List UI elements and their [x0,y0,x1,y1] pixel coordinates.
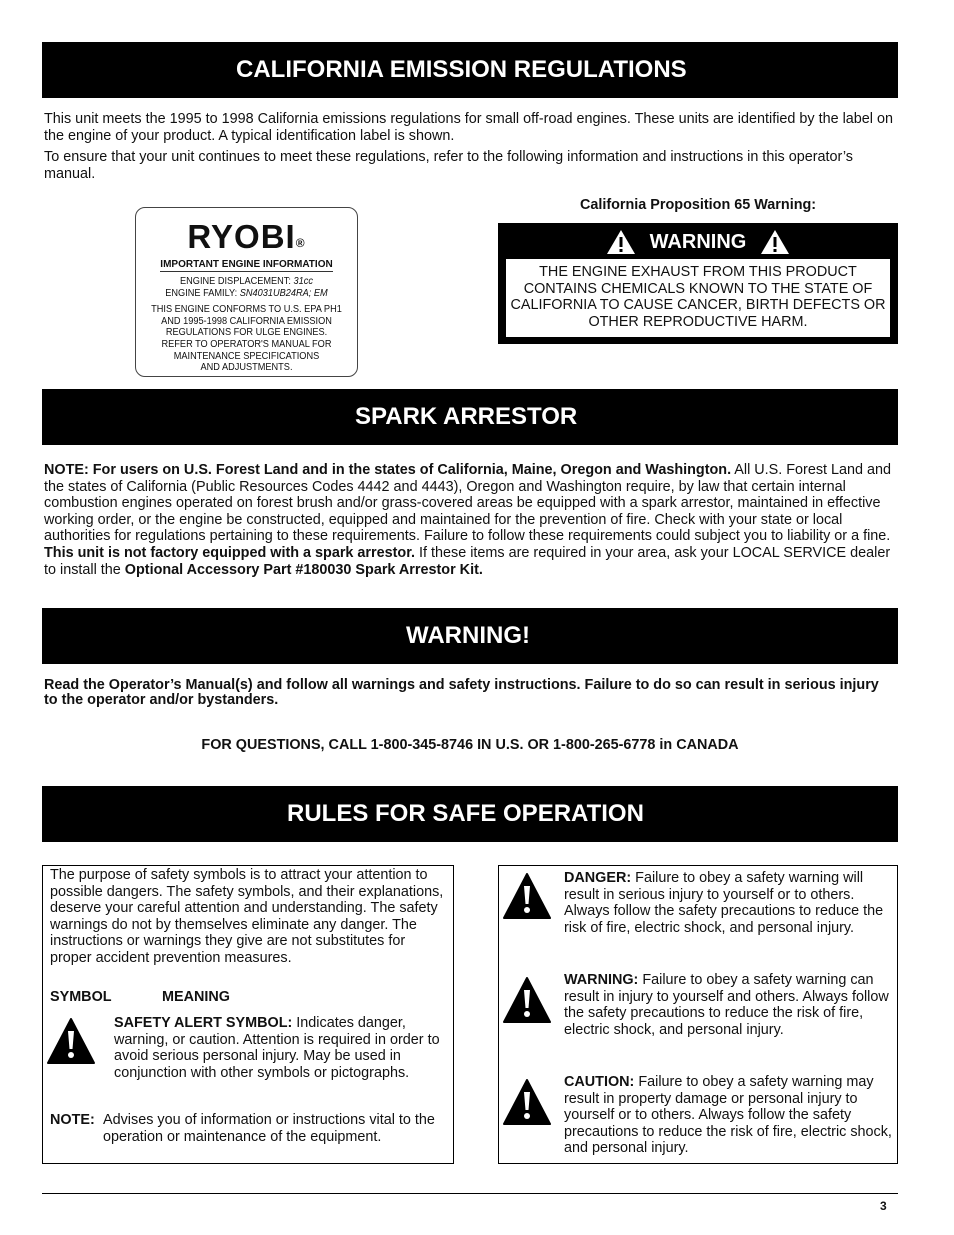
label-family: ENGINE FAMILY: SN4031UB24RA; EM [165,287,328,299]
phone-line: FOR QUESTIONS, CALL 1-800-345-8746 IN U.S. OR 1-800-265-6778 in CANADA [201,737,739,753]
warning-alert-icon [502,976,552,1024]
prop65-warning-box [498,223,898,344]
danger-alert-icon [502,872,552,920]
warning-text: Read the Operator’s Manual(s) and follow all warnings and safety instructions. Failure to do so can result in serious injury to the operator and/or bystanders. [44,677,879,708]
note-label: NOTE: [50,1112,95,1128]
rules-banner [42,786,898,842]
warning-banner [42,608,898,664]
label-line: REGULATIONS FOR ULGE ENGINES. [165,327,328,339]
ryobi-logo: RYOBI® [187,218,306,255]
label-line: AND 1995-1998 CALIFORNIA EMISSION [161,315,332,327]
safety-alert-icon [46,1017,96,1065]
warning-title: WARNING! [406,622,530,649]
label-subtitle: IMPORTANT ENGINE INFORMATION [160,259,333,270]
safety-alert-text: SAFETY ALERT SYMBOL: Indicates danger, warning, or caution. Attention is required in order to avoid serious personal injury. May be used in conjunction with other symbols or pictographs. [114,1015,440,1081]
spark-banner [42,389,898,445]
note-text: Advises you of information or instructions vital to the operation or maintenance of the equipment. [103,1112,435,1145]
danger-text: DANGER: Failure to obey a safety warning will result in serious injury to yourself or to others. Always follow the safety precautions to reduce the risk of fire, electric shock, and personal injury. [564,870,884,936]
caution-alert-icon [502,1078,552,1126]
column-symbol: SYMBOL [50,989,112,1005]
prop65-heading: California Proposition 65 Warning: [579,197,817,213]
warning-triangle-icon [760,229,790,255]
emission-title: CALIFORNIA EMISSION REGULATIONS [236,56,687,83]
label-displacement: ENGINE DISPLACEMENT: 31cc [180,276,313,287]
safety-symbols-box [42,865,454,1164]
caution-text: CAUTION: Failure to obey a safety warning may result in property damage or personal injury to yourself or to others. Always follow the safety precautions to reduce the risk of fire, electric shock, and personal injury. [564,1074,892,1157]
prop65-text: THE ENGINE EXHAUST FROM THIS PRODUCT CONTAINS CHEMICALS KNOWN TO THE STATE OF CALIFORNIA TO CAUSE CANCER, BIRTH DEFECTS OR OTHER REPRODUCTIVE HARM. [505,258,891,338]
column-meaning: MEANING [162,989,230,1005]
safety-intro: The purpose of safety symbols is to attract your attention to possible dangers. The safety symbols, and their explanations, deserve your careful attention and understanding. The safety warnings do not by themselves eliminate any danger. The instructions or warnings they give are not substitutes for proper accident prevention measures. [50,867,444,966]
signal-words-box [498,865,898,1164]
spark-title: SPARK ARRESTOR [355,403,578,430]
label-line: THIS ENGINE CONFORMS TO U.S. EPA PH1 [151,304,342,316]
prop65-warning-label: WARNING [649,230,747,253]
warning-definition: WARNING: Failure to obey a safety warning can result in injury to yourself and others. Always follow the safety precautions to reduce the risk of fire, electric shock, and personal injury. [564,972,889,1038]
label-line: AND ADJUSTMENTS. [200,362,293,374]
emission-banner [42,42,898,98]
page-number: 3 [880,1199,887,1213]
label-line: REFER TO OPERATOR'S MANUAL FOR [161,338,332,350]
warning-triangle-icon [606,229,636,255]
rules-title: RULES FOR SAFE OPERATION [287,800,644,827]
emission-paragraph-1: This unit meets the 1995 to 1998 California emissions regulations for small off-road engines. These units are identified by the label on the engine of your product. A typical identification label is shown. [44,111,894,144]
footer-rule [42,1193,898,1194]
emission-paragraph-2: To ensure that your unit continues to meet these regulations, refer to the following information and instructions in this operator’s manual. [44,149,853,182]
engine-label [135,207,358,377]
label-line: MAINTENANCE SPECIFICATIONS [173,350,320,362]
spark-paragraph: NOTE: For users on U.S. Forest Land and in the states of California, Maine, Oregon and Washington. All U.S. Forest Land and the states of California (Public Resources Codes 4442 and 4443), Oregon and Washington require, by law that certain internal combustion engines operated on forest brush and/or grass-covered areas be equipped with a spark arrestor, maintained in effective working order, or the engine be constructed, equipped and maintained for the prevention of fire. Check with your state or local authorities for regulations pertaining to these requirements. Failure to follow these requirements could subject you to liability or a fine. This unit is not factory equipped with a spark arrestor. If these items are required in your area, ask your LOCAL SERVICE dealer to install the Optional Accessory Part #180030 Spark Arrestor Kit. [44,462,892,578]
